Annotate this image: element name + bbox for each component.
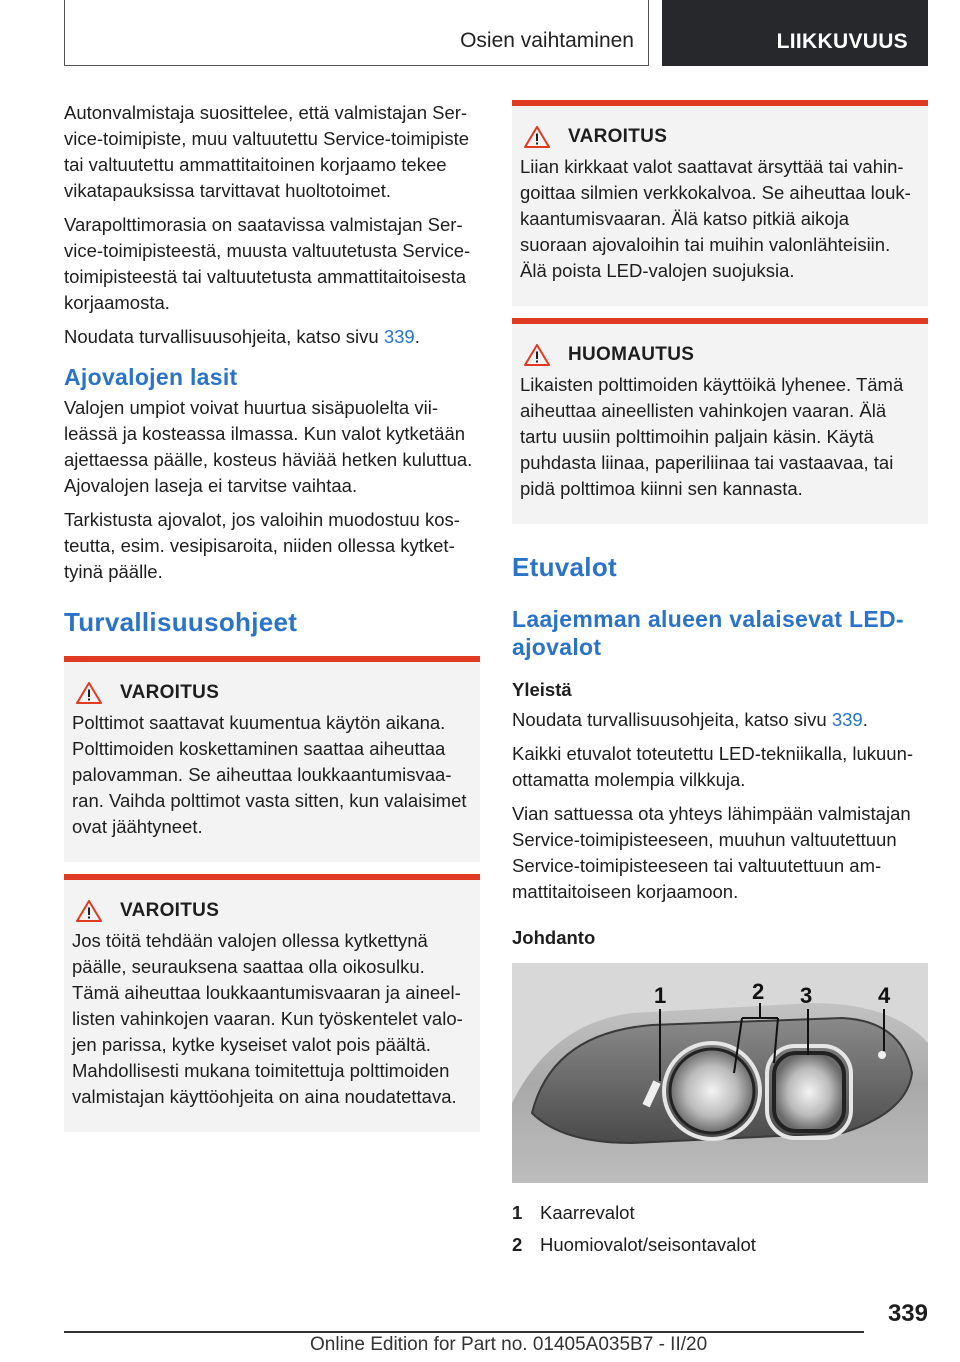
warning-box-bright-lights	[512, 100, 928, 306]
headlight-figure	[512, 963, 928, 1183]
warning-triangle-icon	[524, 344, 550, 366]
page-number: 339	[887, 1300, 928, 1327]
figure-legend	[512, 1197, 928, 1261]
safety-ref-text: Noudata turvallisuusohjeita, katso sivu	[512, 709, 832, 730]
headlight-illustration	[512, 963, 928, 1183]
warning-text: Liian kirkkaat valot saattavat ärsyttää tai vahingoittaa silmien verkkokalvoa. Se aiheuttaa loukkaantumisvaaran. Älä katso pitkiä aikoja suoraan ajovaloihin tai muihin valonlähteisiin. Älä poista LED-valojen suojuksia.	[520, 156, 911, 281]
heading-headlight-lenses: Ajovalojen lasit	[64, 364, 238, 390]
footer-edition: Online Edition for Part no. 01405A035B7 - II/20	[310, 1334, 708, 1355]
paragraph-condensation: Valojen umpiot voivat huurtua sisäpuolelta viileässä ja kosteassa ilmassa. Kun valot kytketään ajettaessa päälle, kosteus häviää hetken kuluttua. Ajovalojen laseja ei tarvitse vaihtaa.	[64, 397, 473, 496]
notice-header	[520, 344, 920, 366]
paragraph-safety-ref-right	[512, 707, 928, 733]
warning-title: VAROITUS	[568, 126, 668, 147]
warning-text: Jos töitä tehdään valojen ollessa kytkettynä päälle, seurauksena saattaa olla oikosulku. Tämä aiheuttaa loukkaantumisvaaran ja aineellisten vahinkojen vaaran. Kun työskentelet valojen parissa, kytke kyseiset valot pois päältä. Mahdollisesti mukana toimitettuja polttimoiden valmistajan käyttöohjeita on aina noudatettava.	[72, 930, 463, 1107]
paragraph-spare-bulbs: Varapolttimorasia on saatavissa valmistajan Service-toimipisteestä, muusta valtuutetusta Service-toimipisteestä tai valtuutetusta ammattitaitoisesta korjaamosta.	[64, 214, 471, 313]
warning-triangle-icon	[76, 682, 102, 704]
callout-3: 3	[800, 983, 813, 1008]
paragraph-service: Autonvalmistaja suosittelee, että valmistajan Service-toimipiste, muu valtuutettu Service-toimipiste tai valtuutettu ammattitaitoinen korjaamo tekee vikatapauksissa tarvittavat huoltotoimet.	[64, 102, 470, 201]
paragraph-service-contact: Vian sattuessa ota yhteys lähimpään valmistajan Service-toimipisteeseen, muuhun valtuutettuun Service-toimipisteeseen tai valtuutettuun ammattitaitoiseen korjaamoon.	[512, 803, 911, 902]
callout-4: 4	[878, 983, 891, 1008]
right-column	[512, 100, 928, 1261]
callout-1: 1	[654, 983, 667, 1008]
heading-led-headlights: Laajemman alueen valaisevat LED-ajovalot	[512, 606, 904, 660]
heading-front-lights: Etuvalot	[512, 552, 617, 582]
legend-number: 2	[512, 1234, 523, 1255]
heading-general: Yleistä	[512, 679, 572, 700]
warning-box-hot-bulbs	[64, 656, 480, 862]
legend-number: 1	[512, 1202, 523, 1223]
warning-header	[72, 900, 472, 922]
header-chapter-box	[662, 0, 928, 66]
header-section-box	[64, 0, 649, 66]
page-link-339[interactable]: 339	[831, 709, 863, 730]
safety-ref-text: Noudata turvallisuusohjeita, katso sivu	[64, 326, 384, 347]
legend-text: Kaarrevalot	[540, 1202, 635, 1223]
header-chapter-title: LIIKKUVUUS	[776, 30, 908, 53]
page-link-339[interactable]: 339	[383, 326, 415, 347]
paragraph-safety-ref	[64, 324, 480, 350]
header-section-title: Osien vaihtaminen	[460, 29, 634, 52]
warning-triangle-icon	[524, 126, 550, 148]
notice-text: Likaisten polttimoiden käyttöikä lyhenee. Tämä aiheuttaa aineellisten vahinkojen vaaran. Älä tartu uusiin polttimoihin paljain käsin. Käytä puhdasta liinaa, paperiliinaa tai vastaavaa, tai pidä polttimoa kiinni sen kannasta.	[520, 374, 904, 499]
warning-box-short-circuit	[64, 874, 480, 1132]
left-column	[64, 100, 480, 1144]
notice-title: HUOMAUTUS	[568, 344, 695, 365]
warning-title: VAROITUS	[120, 682, 220, 703]
legend-text: Huomiovalot/seisontavalot	[540, 1234, 756, 1255]
paragraph-led-technology: Kaikki etuvalot toteutettu LED-tekniikalla, lukuunottamatta molempia vilkkuja.	[512, 743, 914, 790]
safety-ref-end: .	[414, 326, 420, 347]
warning-header	[520, 126, 920, 148]
warning-text: Polttimot saattavat kuumentua käytön aikana. Polttimoiden koskettaminen saattaa aiheuttaa palovamman. Se aiheuttaa loukkaantumisvaaran. Vaihda polttimot vasta sitten, kun valaisimet ovat jäähtyneet.	[72, 712, 467, 837]
legend-item	[512, 1197, 928, 1229]
safety-ref-end: .	[862, 709, 868, 730]
warning-triangle-icon	[76, 900, 102, 922]
notice-box-dirty-bulbs	[512, 318, 928, 524]
callout-2: 2	[752, 979, 765, 1004]
paragraph-check-headlights: Tarkistusta ajovalot, jos valoihin muodostuu kosteutta, esim. vesipisaroita, niiden ollessa kytkettyinä päälle.	[64, 509, 460, 582]
warning-title: VAROITUS	[120, 900, 220, 921]
page-header	[64, 0, 928, 66]
legend-item	[512, 1229, 928, 1261]
footer-divider	[64, 1331, 864, 1333]
heading-introduction: Johdanto	[512, 927, 596, 948]
warning-header	[72, 682, 472, 704]
heading-safety-instructions: Turvallisuusohjeet	[64, 607, 298, 637]
